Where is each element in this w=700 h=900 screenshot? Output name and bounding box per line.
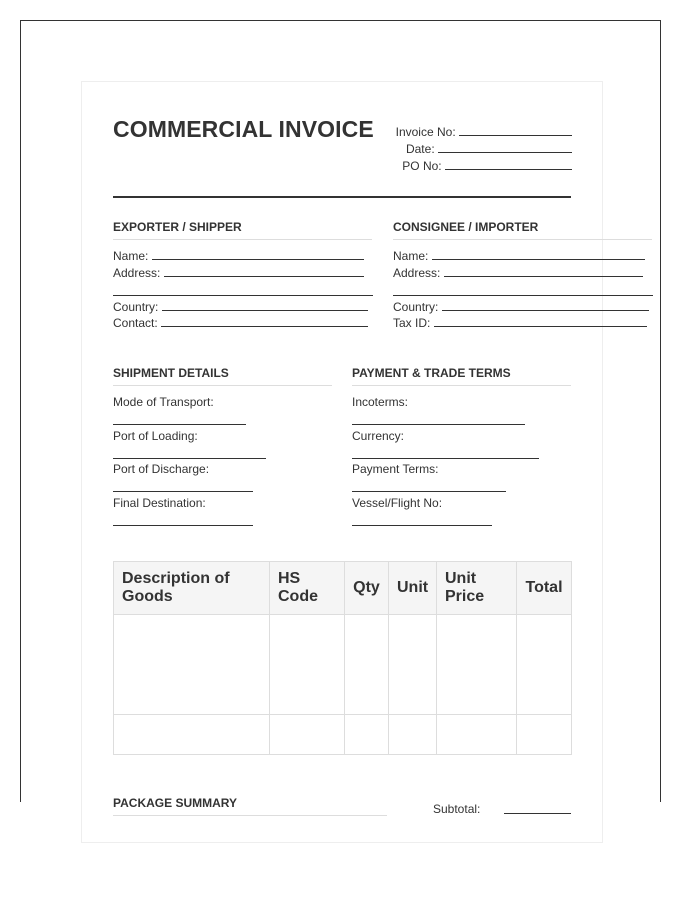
consignee-tax-id-line — [434, 325, 647, 327]
package-summary-heading: PACKAGE SUMMARY — [113, 796, 387, 816]
table-cell[interactable] — [345, 715, 389, 755]
table-cell[interactable] — [389, 715, 437, 755]
table-cell[interactable] — [270, 715, 345, 755]
exporter-country-label: Country: — [113, 300, 159, 314]
currency-line[interactable] — [352, 458, 539, 459]
exporter-contact-label: Contact: — [113, 316, 158, 330]
exporter-address-label: Address: — [113, 266, 161, 280]
exporter-contact-line — [161, 325, 368, 327]
currency-label: Currency: — [352, 429, 405, 443]
invoice-no-line — [459, 134, 572, 136]
table-row — [114, 715, 572, 755]
consignee-name-line — [432, 258, 645, 260]
port-of-discharge-label: Port of Discharge: — [113, 462, 210, 476]
consignee-country-label: Country: — [393, 300, 439, 314]
consignee-address-field[interactable] — [393, 266, 643, 280]
table-row — [114, 615, 572, 715]
invoice-no-label: Invoice No: — [395, 125, 456, 139]
invoice-title: COMMERCIAL INVOICE — [113, 116, 374, 142]
exporter-contact-field[interactable] — [113, 316, 368, 330]
table-cell[interactable] — [270, 615, 345, 715]
shipment-heading: SHIPMENT DETAILS — [113, 366, 332, 386]
consignee-country-field[interactable] — [393, 300, 649, 314]
goods-table-header-row — [114, 562, 572, 615]
port-of-discharge-line[interactable] — [113, 491, 253, 492]
goods-table — [113, 561, 572, 755]
vessel-flight-line[interactable] — [352, 525, 492, 526]
date-line — [438, 151, 572, 153]
payment-heading: PAYMENT & TRADE TERMS — [352, 366, 571, 386]
exporter-name-label: Name: — [113, 249, 149, 263]
table-cell[interactable] — [114, 715, 270, 755]
column-header: Qty — [345, 562, 389, 615]
exporter-address-field[interactable] — [113, 266, 364, 280]
exporter-heading: EXPORTER / SHIPPER — [113, 220, 372, 240]
payment-terms-label: Payment Terms: — [352, 462, 439, 476]
exporter-address-line — [164, 275, 364, 277]
incoterms-label: Incoterms: — [352, 395, 409, 409]
po-no-label: PO No: — [402, 159, 442, 173]
port-of-loading-line[interactable] — [113, 458, 266, 459]
subtotal-line[interactable] — [504, 813, 571, 814]
subtotal-label: Subtotal: — [433, 802, 481, 816]
table-cell[interactable] — [517, 715, 572, 755]
exporter-name-line — [152, 258, 364, 260]
table-cell[interactable] — [389, 615, 437, 715]
consignee-name-field[interactable] — [393, 249, 645, 263]
exporter-address-line-2[interactable] — [113, 295, 373, 296]
consignee-tax-id-field[interactable] — [393, 316, 647, 330]
column-header: Unit Price — [437, 562, 517, 615]
table-cell[interactable] — [437, 615, 517, 715]
incoterms-line[interactable] — [352, 424, 525, 425]
consignee-country-line — [442, 309, 649, 311]
port-of-loading-label: Port of Loading: — [113, 429, 198, 443]
final-destination-line[interactable] — [113, 525, 253, 526]
column-header: Total — [517, 562, 572, 615]
final-destination-label: Final Destination: — [113, 496, 206, 510]
consignee-name-label: Name: — [393, 249, 429, 263]
exporter-country-line — [162, 309, 368, 311]
vessel-flight-label: Vessel/Flight No: — [352, 496, 443, 510]
invoice-sheet — [81, 81, 603, 843]
consignee-heading: CONSIGNEE / IMPORTER — [393, 220, 652, 240]
consignee-tax-id-label: Tax ID: — [393, 316, 431, 330]
table-cell[interactable] — [114, 615, 270, 715]
invoice-no-field[interactable] — [382, 125, 572, 139]
consignee-address-line — [444, 275, 643, 277]
header-divider — [113, 196, 571, 198]
column-header: HS Code — [270, 562, 345, 615]
column-header: Description of Goods — [114, 562, 270, 615]
exporter-name-field[interactable] — [113, 249, 364, 263]
transport-mode-line[interactable] — [113, 424, 246, 425]
date-label: Date: — [405, 142, 435, 156]
payment-terms-line[interactable] — [352, 491, 506, 492]
consignee-address-label: Address: — [393, 266, 441, 280]
table-cell[interactable] — [517, 615, 572, 715]
document-viewport — [20, 20, 661, 816]
date-field[interactable] — [382, 142, 572, 156]
table-cell[interactable] — [437, 715, 517, 755]
table-cell[interactable] — [345, 615, 389, 715]
consignee-address-line-2[interactable] — [393, 295, 653, 296]
po-no-field[interactable] — [382, 159, 572, 173]
transport-mode-label: Mode of Transport: — [113, 395, 214, 409]
column-header: Unit — [389, 562, 437, 615]
exporter-country-field[interactable] — [113, 300, 368, 314]
po-no-line — [445, 168, 572, 170]
